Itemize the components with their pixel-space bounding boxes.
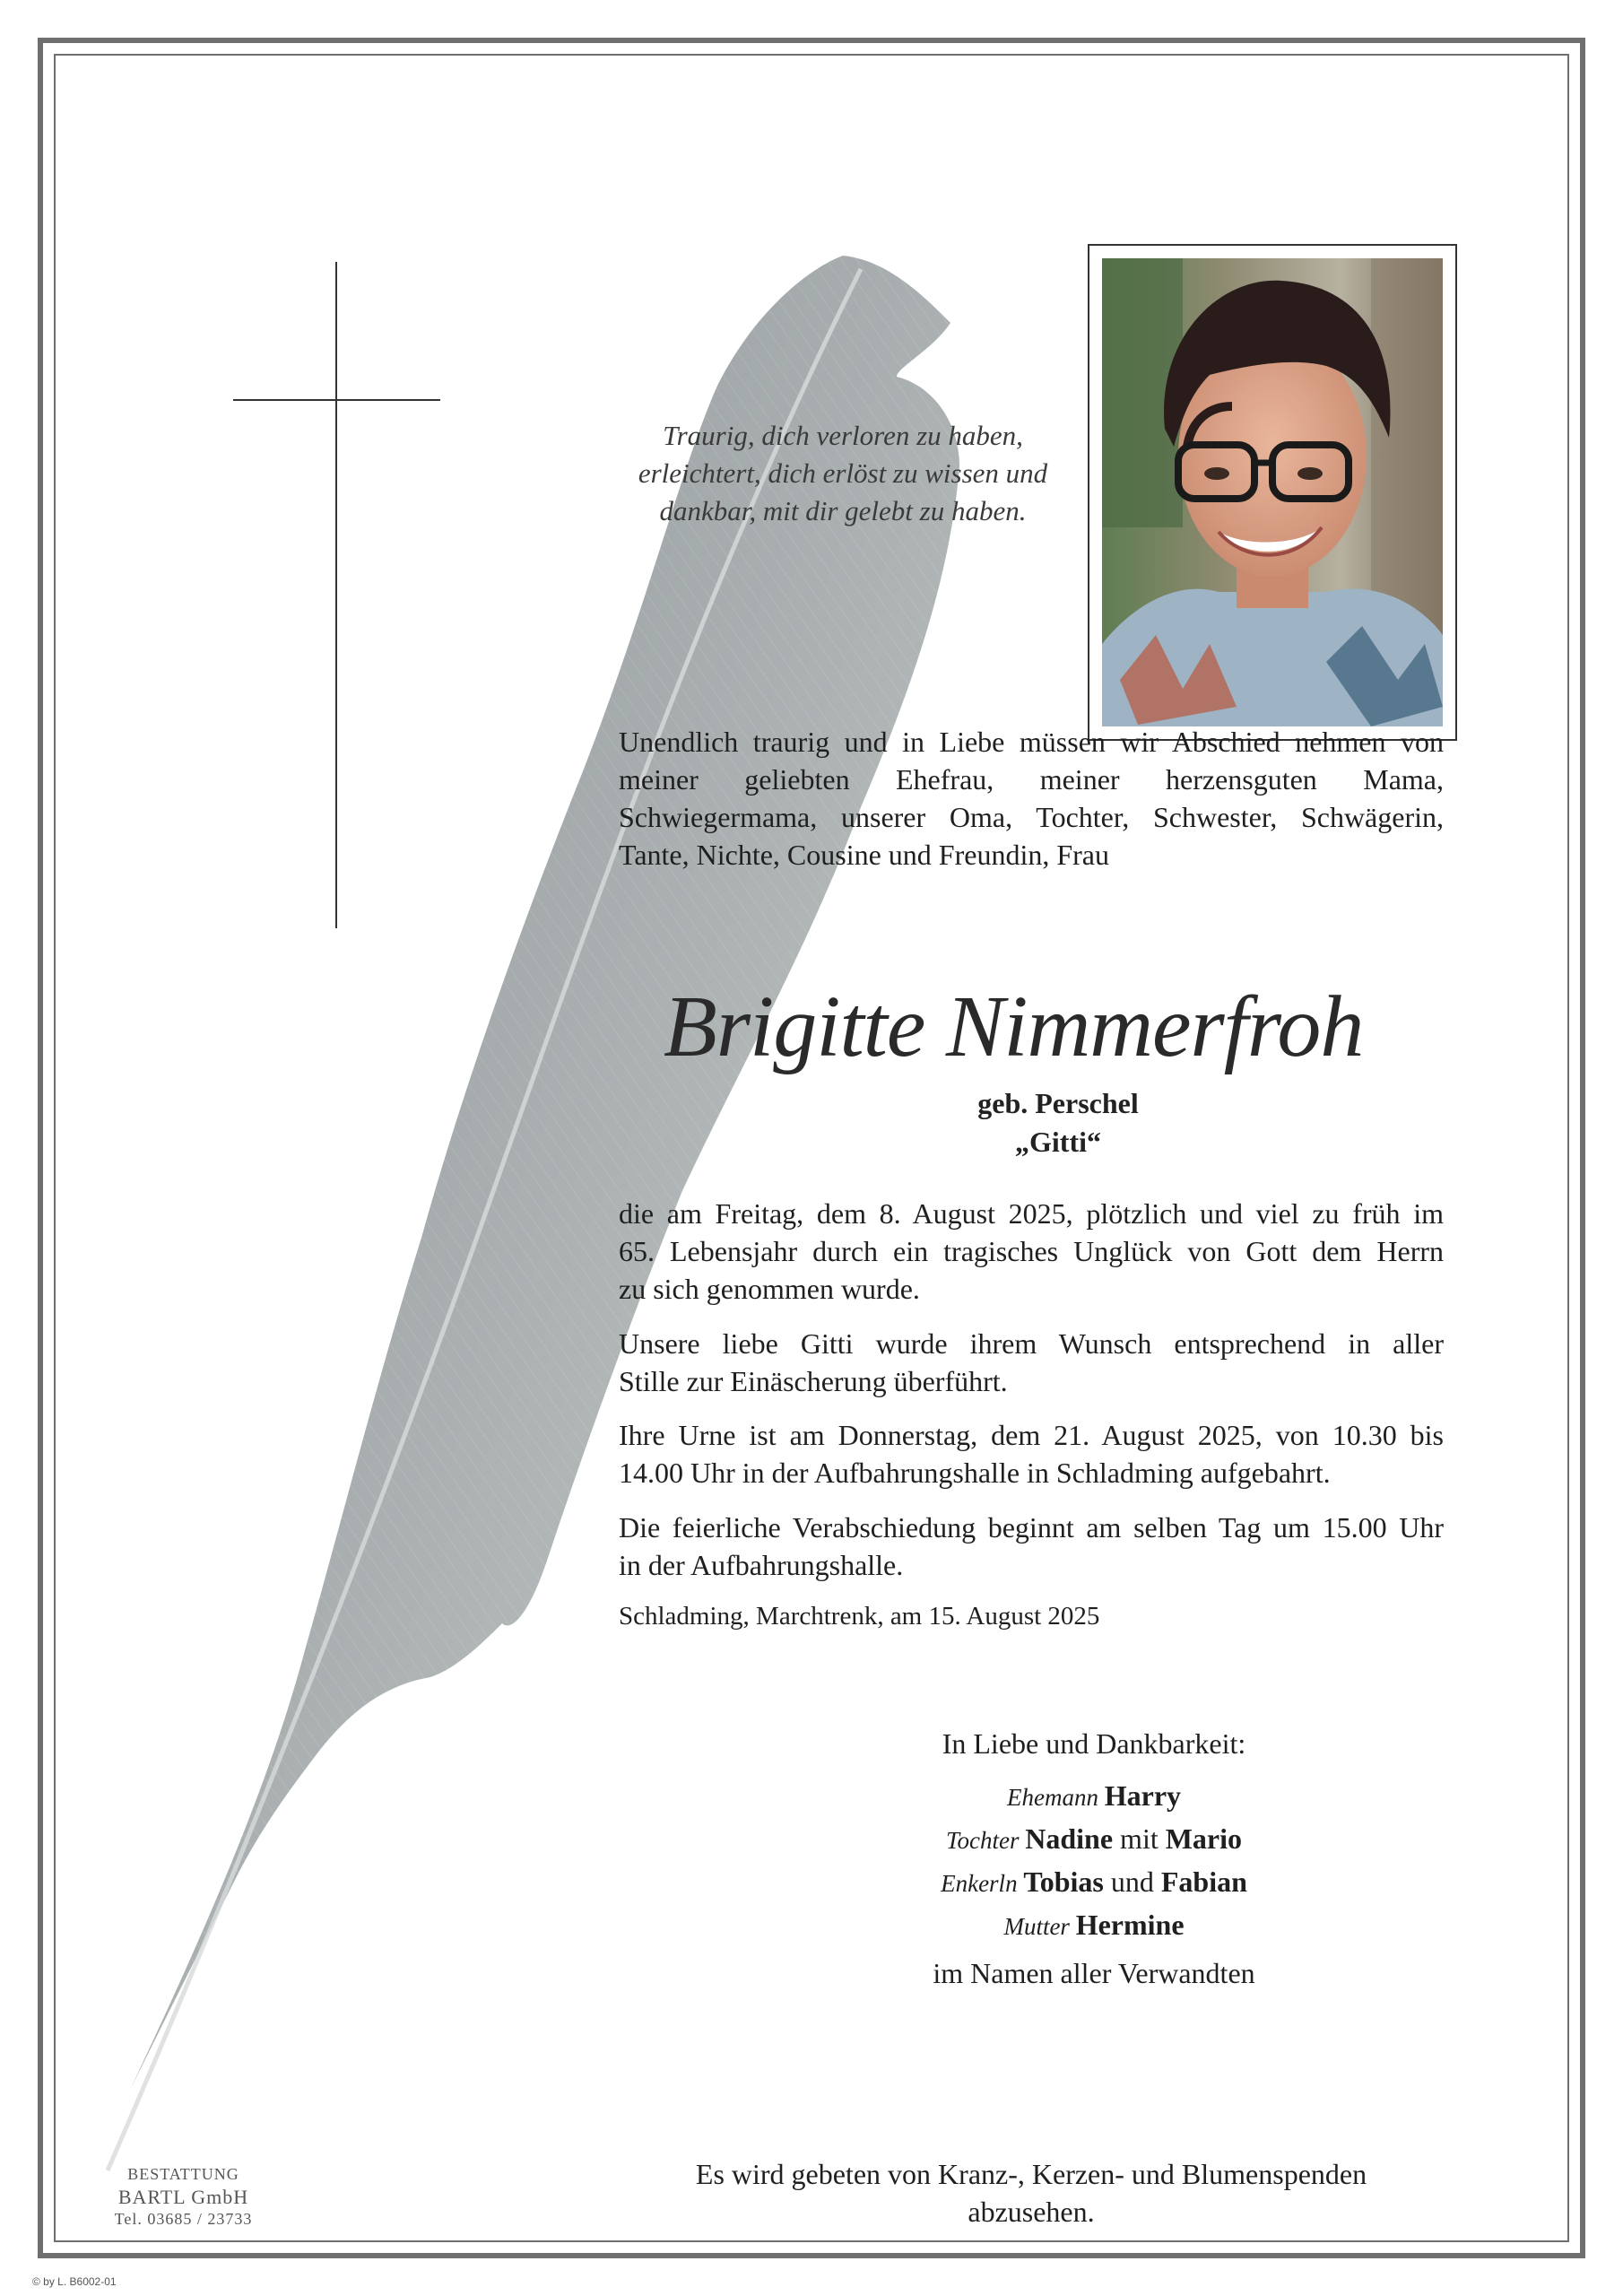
funeral-home-line1: BESTATTUNG <box>127 2165 239 2183</box>
text-line: Stille zur Einäscherung überführt. <box>619 1365 1008 1397</box>
portrait-frame <box>1088 244 1457 741</box>
funeral-home-phone: Tel. 03685 / 23733 <box>114 2210 253 2228</box>
funeral-home-stamp <box>100 2163 266 2231</box>
family-connector: mit <box>1113 1822 1166 1855</box>
family-member-line <box>753 1903 1435 1948</box>
poem-line: erleichtert, dich erlöst zu wissen und <box>638 457 1048 489</box>
portrait-photo <box>1102 258 1443 726</box>
poem-line: Traurig, dich verloren zu haben, <box>663 420 1023 451</box>
text-line: Unsere liebe Gitti wurde ihrem Wunsch entsprechend in aller <box>619 1327 1444 1360</box>
family-member-name: Mario <box>1165 1822 1243 1855</box>
family-member-name: Harry <box>1104 1779 1182 1812</box>
intro-line: Unendlich traurig und in Liebe müssen wir Abschied nehmen von <box>619 726 1444 758</box>
text-line: Ihre Urne ist am Donnerstag, dem 21. August 2025, von 10.30 bis <box>619 1419 1444 1451</box>
intro-line: Tante, Nichte, Cousine und Freundin, Frau <box>619 839 1109 871</box>
family-member-name: Tobias <box>1023 1866 1104 1898</box>
text-line: in der Aufbahrungshalle. <box>619 1549 904 1581</box>
family-member-name: Hermine <box>1075 1909 1185 1941</box>
family-member-line <box>753 1860 1435 1905</box>
family-member-line <box>753 1817 1435 1862</box>
deceased-name: Brigitte Nimmerfroh <box>664 978 1364 1075</box>
cross-horizontal <box>233 399 440 401</box>
funeral-home-name: BARTL GmbH <box>117 2186 249 2208</box>
text-line: Die feierliche Verabschiedung beginnt am selben Tag um 15.00 Uhr <box>619 1511 1444 1544</box>
poem-line: dankbar, mit dir gelebt zu haben. <box>659 495 1027 526</box>
request-line: Es wird gebeten von Kranz-, Kerzen- und Blumenspenden <box>695 2158 1367 2190</box>
family-member-name: Nadine <box>1025 1822 1114 1855</box>
family-role: Mutter <box>1003 1913 1076 1940</box>
text-line: 65. Lebensjahr durch ein tragisches Unglück von Gott dem Herrn <box>619 1235 1444 1267</box>
family-role: Ehemann <box>1006 1784 1105 1811</box>
cremation-paragraph <box>619 1325 1444 1400</box>
place-date-text: Schladming, Marchtrenk, am 15. August 2025 <box>619 1602 1100 1631</box>
donation-request <box>619 2155 1444 2231</box>
closing-heading: In Liebe und Dankbarkeit: <box>942 1727 1246 1760</box>
intro-line: Schwiegermama, unserer Oma, Tochter, Schwester, Schwägerin, <box>619 801 1444 833</box>
birth-name: geb. Perschel <box>977 1087 1139 1119</box>
farewell-paragraph <box>619 1509 1444 1584</box>
copyright-note: © by L. B6002-01 <box>32 2275 117 2288</box>
text-line: die am Freitag, dem 8. August 2025, plötzlich und viel zu früh im <box>619 1197 1444 1230</box>
text-line: 14.00 Uhr in der Aufbahrungshalle in Schladming aufgebahrt. <box>619 1457 1331 1489</box>
urn-paragraph <box>619 1416 1444 1492</box>
family-role: Enkerln <box>941 1870 1024 1897</box>
intro-line: meiner geliebten Ehefrau, meiner herzensguten Mama, <box>619 763 1444 796</box>
cross-vertical <box>335 262 337 928</box>
family-member-line <box>753 1774 1435 1819</box>
intro-paragraph <box>619 723 1444 874</box>
request-line: abzusehen. <box>968 2196 1095 2228</box>
place-date <box>619 1597 1444 1635</box>
death-paragraph <box>619 1195 1444 1308</box>
relatives-line: im Namen aller Verwandten <box>933 1957 1255 1989</box>
text-line: zu sich genommen wurde. <box>619 1273 920 1305</box>
family-connector: und <box>1103 1866 1161 1898</box>
poem <box>628 417 1058 530</box>
family-role: Tochter <box>945 1827 1026 1854</box>
family-member-name: Fabian <box>1160 1866 1247 1898</box>
nickname: „Gitti“ <box>1015 1126 1101 1158</box>
